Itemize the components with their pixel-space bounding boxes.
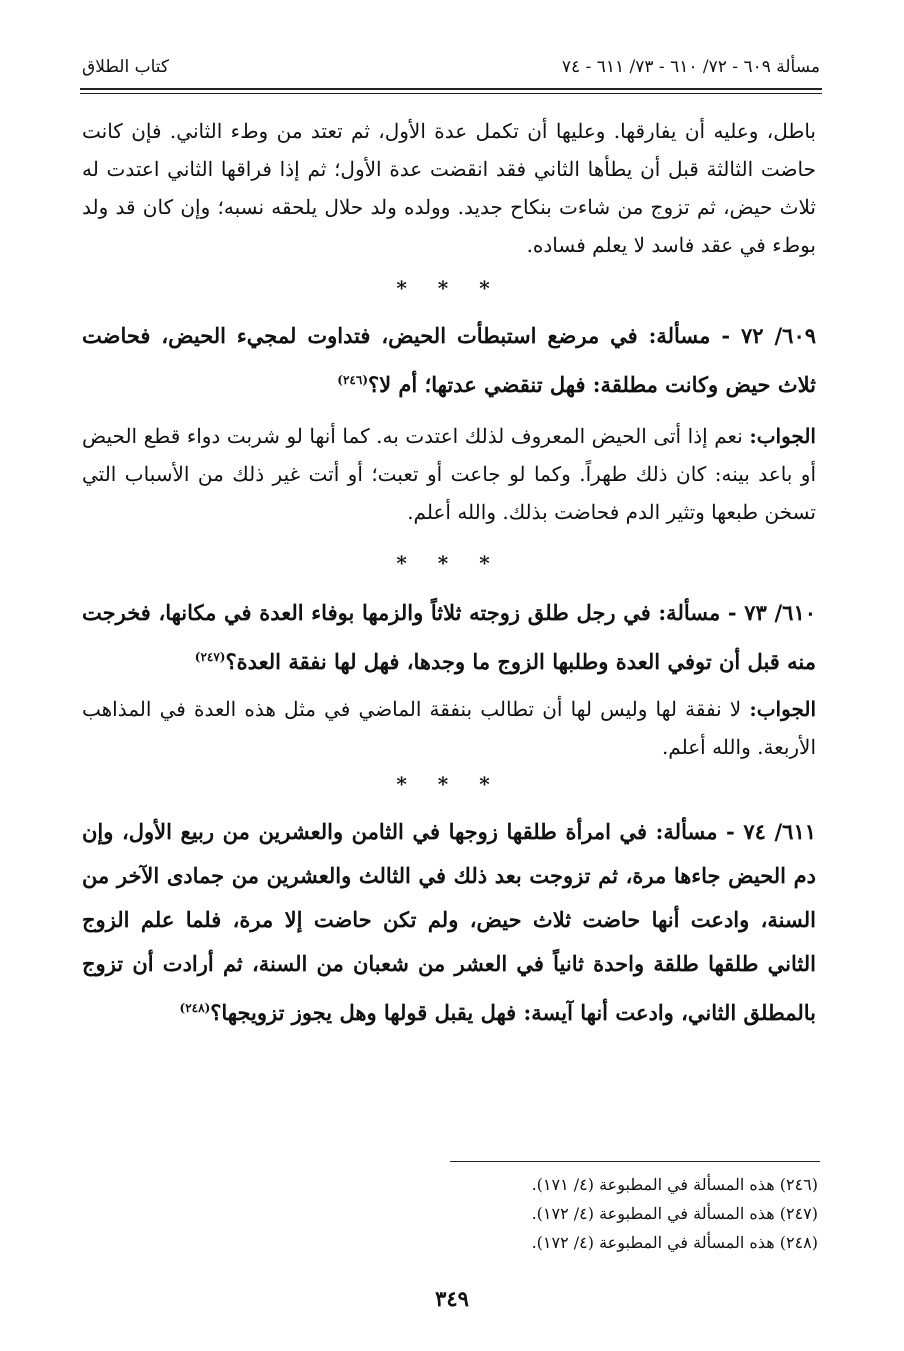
issue-question-609: [82, 314, 816, 407]
header-rule-thick: [80, 88, 822, 90]
header-rule-thin: [80, 93, 822, 94]
issue-question-610: [82, 591, 816, 684]
footnote-ref-246: (٢٤٦): [337, 373, 368, 387]
page-number: ٣٤٩: [435, 1286, 469, 1311]
section-separator: * * *: [396, 551, 502, 575]
question-text: ٦١١/ ٧٤ - مسألة: في امرأة طلقها زوجها في الثامن والعشرين من ربيع الأول، وإن دم الحيض جاءها مرة، ثم تزوجت بعد ذلك في الثالث والعشرين من جمادى الآخر من السنة، وادعت أنها حاضت ثلاث حيض، ولم تكن حاضت إلا مرة، فلما علم الزوج الثاني طلقها طلقة واحدة ثانياً في العشر من شعبان من السنة، ثم أرادت أن تزوج بالمطلق الثاني، وادعت أنها آيسة: فهل يقبل قولها وهل يجوز تزويجها؟: [82, 819, 817, 1025]
footnote-rule: [450, 1161, 820, 1162]
footnote-246: (٢٤٦) هذه المسألة في المطبوعة (٤/ ١٧١).: [531, 1175, 818, 1194]
question-text: ٦١٠/ ٧٣ - مسألة: في رجل طلق زوجته ثلاثاً والزمها بوفاء العدة في مكانها، فخرجت منه قبل أن توفي العدة وطلبها الزوج ما وجدها، فهل لها نفقة العدة؟: [82, 600, 817, 674]
header-issue-range: مسألة ٦٠٩ - ٧٢/ ٦١٠ - ٧٣/ ٦١١ - ٧٤: [561, 57, 820, 77]
footnote-ref-247: (٢٤٧): [194, 650, 226, 664]
issue-answer-610: [82, 690, 816, 766]
footnote-247: (٢٤٧) هذه المسألة في المطبوعة (٤/ ١٧٢).: [531, 1204, 818, 1223]
main-content: [82, 112, 816, 1035]
footnote-ref-248: (٢٤٨): [179, 1001, 211, 1015]
answer-text: نعم إذا أتى الحيض المعروف لذلك اعتدت به. كما أنها لو شربت دواء قطع الحيض أو باعد بينه: كان ذلك طهراً. وكما لو جاعت أو تعبت؛ أو أتت غير ذلك من الأسباب التي تسخن طبعها وتثير الدم فحاضت بذلك. والله أعلم.: [82, 424, 816, 524]
issue-question-611: [82, 810, 816, 1035]
answer-text: لا نفقة لها وليس لها أن تطالب بنفقة الماضي في مثل هذه العدة في المذاهب الأربعة. والله أعلم.: [82, 697, 816, 759]
running-header: [82, 52, 820, 82]
issue-answer-609: [82, 417, 816, 531]
answer-label: الجواب:: [749, 424, 816, 448]
footnote-248: (٢٤٨) هذه المسألة في المطبوعة (٤/ ١٧٢).: [531, 1233, 818, 1252]
section-separator: * * *: [396, 276, 502, 300]
header-book-title: كتاب الطلاق: [82, 57, 169, 77]
question-text: ٦٠٩/ ٧٢ - مسألة: في مرضع استبطأت الحيض، فتداوت لمجيء الحيض، فحاضت ثلاث حيض وكانت مطلقة: فهل تنقضي عدتها؛ أم لا؟: [82, 323, 817, 397]
footnotes: [418, 1170, 818, 1257]
intro-paragraph: باطل، وعليه أن يفارقها. وعليها أن تكمل عدة الأول، ثم تعتد من وطء الثاني. فإن كانت حاضت الثالثة قبل أن يطأها الثاني فقد انقضت عدة الأول؛ ثم إذا فراقها الثاني اعتدت له ثلاث حيض، ثم تزوج من شاءت بنكاح جديد. وولده ولد حلال يلحقه نسبه؛ وإن كان قد ولد بوطء في عقد فاسد لا يعلم فساده.: [82, 119, 817, 257]
answer-label: الجواب:: [749, 697, 817, 721]
section-separator: * * *: [396, 772, 502, 796]
